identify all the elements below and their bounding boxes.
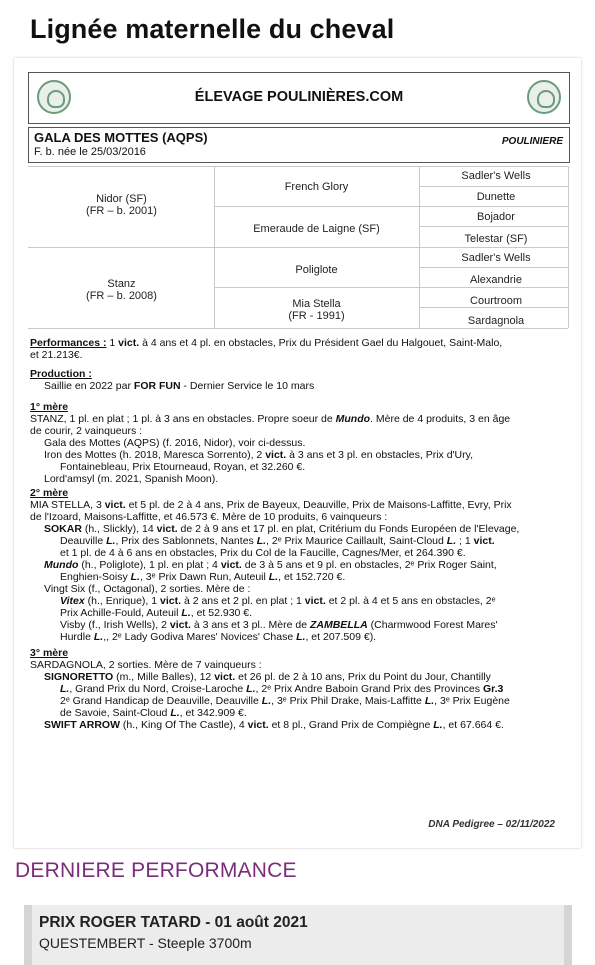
performances-line: et 21.213€. (30, 349, 83, 361)
race-card[interactable] (24, 905, 572, 965)
pedigree-divider (419, 267, 568, 268)
race-subtitle: QUESTEMBERT - Steeple 3700m (39, 935, 252, 951)
text: vict. (156, 523, 178, 535)
pedigree-g3: Sardagnola (467, 315, 525, 327)
pedigree-dam (34, 278, 209, 302)
pedigree-sire-dam: Emeraude de Laigne (SF) (253, 223, 380, 235)
text: L. (268, 571, 279, 583)
sire-name: Nidor (SF) (96, 193, 147, 205)
text: 2ᵉ Grand Handicap de Deauville, Deauville (60, 695, 262, 707)
text: Gr.3 (482, 683, 504, 695)
text: vict. (104, 499, 126, 511)
text: (h., Slickly), 14 (81, 523, 157, 535)
pedigree-divider (214, 166, 215, 328)
mere2-line (60, 536, 495, 548)
text: , 2ᵉ Prix Maurice Caillault, Saint-Cloud (266, 535, 447, 547)
horse-header (28, 127, 570, 163)
text: à 3 ans et 3 pl.. Mère de (190, 619, 310, 631)
text: ZAMBELLA (309, 619, 368, 631)
text: Saillie en 2022 par (44, 380, 134, 392)
mere2-line (60, 572, 345, 584)
text: SOKAR (44, 523, 82, 535)
text: L. (130, 571, 140, 583)
text: Mundo (335, 413, 371, 425)
mere2-line (44, 560, 497, 572)
mere2-line (60, 632, 376, 644)
pedigree-divider (28, 328, 568, 329)
production-line (44, 381, 314, 393)
text: , et 207.509 €). (305, 631, 377, 643)
text: FOR FUN (133, 380, 181, 392)
text: MIA STELLA, 3 (30, 499, 105, 511)
text: STANZ, 1 pl. en plat ; 1 pl. à 3 ans en obstacles. Propre soeur de (30, 413, 336, 425)
mere1-line: Gala des Mottes (AQPS) (f. 2016, Nidor), voir ci-dessus. (44, 437, 306, 449)
mere2-line: de l'Izoard, Maisons-Laffitte, et 46.573 €. Mère de 10 produits, 6 vainqueurs : (30, 511, 388, 523)
text: (h., Poliglote), 1 pl. en plat ; 4 (78, 559, 221, 571)
pedigree-g3: Telestar (SF) (464, 233, 528, 245)
mere3-line (60, 708, 247, 720)
dam-dam-info: (FR - 1991) (288, 310, 345, 322)
pedigree-sire (34, 193, 209, 217)
pedigree-divider (28, 166, 568, 167)
mere2-line: Vingt Six (f., Octagonal), 2 sorties. Mère de : (44, 583, 251, 595)
text: - Dernier Service le 10 mars (180, 380, 315, 392)
text: de 3 à 5 ans et 9 pl. en obstacles, 2ᵉ Prix Roger Saint, (241, 559, 497, 571)
pedigree-g3: Bojador (477, 211, 515, 223)
text: Enghien-Soisy (60, 571, 131, 583)
banner-title: ÉLEVAGE POULINIÈRES.COM (194, 89, 404, 105)
text: , 3ᵉ Prix Phil Drake, Mais-Laffitte (271, 695, 425, 707)
text: ; 1 (456, 535, 474, 547)
horse-role: POULINIERE (501, 136, 563, 147)
dam-info: (FR – b. 2008) (86, 290, 157, 302)
text: L. (170, 707, 180, 719)
text: . Mère de 4 produits, 3 en âge (370, 413, 511, 425)
production-label (30, 369, 92, 381)
pedigree-dam-dam (219, 298, 414, 322)
text: , 3ᵉ Prix Dawn Run, Auteuil (139, 571, 269, 583)
mere2-label (30, 488, 68, 500)
sire-info: (FR – b. 2001) (86, 205, 157, 217)
mere2-line (44, 524, 519, 536)
text: L. (106, 535, 116, 547)
pedigree-sheet (14, 58, 581, 848)
text: L. (296, 631, 306, 643)
horse-birth: F. b. née le 25/03/2016 (34, 146, 146, 158)
pedigree-g3: Alexandrie (470, 274, 522, 286)
pedigree-g3: Sadler's Wells (461, 170, 531, 182)
mere3-line (60, 696, 510, 708)
mere3-line (44, 720, 504, 732)
text: vict. (304, 595, 326, 607)
text: Production : (30, 368, 92, 380)
text: 3° mère (30, 647, 69, 659)
mere3-line: SARDAGNOLA, 2 sorties. Mère de 7 vainqueurs : (30, 659, 262, 671)
text: (Charmwood Forest Mares' (367, 619, 498, 631)
text: et 2 pl. à 4 et 5 ans en obstacles, 2ᵉ (325, 595, 496, 607)
text: , 2ᵉ Prix Andre Baboin Grand Prix des Provinces (255, 683, 483, 695)
pedigree-dam-sire: Poliglote (295, 264, 338, 276)
mere1-label (30, 402, 68, 414)
dam-name: Stanz (107, 278, 136, 290)
text: vict. (160, 595, 182, 607)
text: L. (60, 683, 70, 695)
text: (h., Enrique), 1 (84, 595, 161, 607)
text: , et 67.664 €. (442, 719, 504, 731)
banner (28, 72, 570, 124)
text: L. (93, 631, 104, 643)
text: L. (424, 695, 435, 707)
performances-label: Performances : (30, 337, 107, 349)
text: , 3ᵉ Prix Eugène (434, 695, 510, 707)
text: L. (261, 695, 272, 707)
text: Prix Achille-Fould, Auteuil (60, 607, 182, 619)
text: vict. (220, 559, 242, 571)
text: de 2 à 9 ans et 17 pl. en plat, Critérium du Fonds Européen de l'Elevage, (177, 523, 520, 535)
text: SWIFT ARROW (44, 719, 121, 731)
mere2-line (30, 500, 512, 512)
mere3-label (30, 648, 68, 660)
text: vict. (265, 449, 287, 461)
text: à 3 ans et 3 pl. en obstacles, Prix d'Ury, (286, 449, 474, 461)
mere3-line (60, 684, 503, 696)
text: ,, 2ᵉ Lady Godiva Mares' Novices' Chase (103, 631, 297, 643)
mere2-line (60, 608, 252, 620)
mere3-line (44, 672, 491, 684)
mere1-line (30, 414, 510, 426)
page-title: Lignée maternelle du cheval (30, 14, 395, 44)
section-title: DERNIERE PERFORMANCE (15, 859, 297, 882)
pedigree-divider (214, 206, 568, 207)
mere2-line: et 1 pl. de 4 à 6 ans en obstacles, Prix du Col de la Faucille, Cagnes/Mer, et 264.390 €. (60, 547, 466, 559)
text: SIGNORETTO (44, 671, 114, 683)
text: vict. (118, 337, 140, 349)
text: , et 52.930 €. (190, 607, 253, 619)
mere2-line (60, 596, 495, 608)
text: vict. (169, 619, 191, 631)
text: à 4 ans et 4 pl. en obstacles, Prix du Président Gael du Halgouet, Saint-Malo, (139, 337, 503, 349)
text: L. (246, 683, 256, 695)
text: Iron des Mottes (h. 2018, Maresca Sorrento), 2 (44, 449, 266, 461)
text: (h., King Of The Castle), 4 (120, 719, 248, 731)
pedigree-divider (419, 186, 568, 187)
pedigree-g3: Courtroom (470, 295, 522, 307)
text: L. (446, 535, 457, 547)
pedigree-divider (28, 247, 568, 248)
pedigree-g3: Dunette (476, 191, 516, 203)
pedigree-divider (419, 166, 420, 328)
pedigree-g3: Sadler's Wells (461, 252, 531, 264)
text: , Grand Prix du Nord, Croise-Laroche (69, 683, 247, 695)
text: et 5 pl. de 2 à 4 ans, Prix de Bayeux, Deauville, Prix de Maisons-Laffitte, Evry, Prix (125, 499, 512, 511)
text: 2° mère (30, 487, 69, 499)
text: à 2 ans et 2 pl. en plat ; 1 (181, 595, 305, 607)
text: , et 342.909 €. (179, 707, 247, 719)
text: Hurdle (60, 631, 94, 643)
pedigree-sire-sire: French Glory (284, 181, 349, 193)
race-card-body (32, 905, 564, 965)
pedigree-divider (419, 226, 568, 227)
text: 1° mère (30, 401, 69, 413)
text: , Prix des Sablonnets, Nantes (115, 535, 257, 547)
pedigree-divider (419, 307, 568, 308)
text: L. (256, 535, 267, 547)
text: , et 152.720 €. (278, 571, 346, 583)
source-credit: DNA Pedigree – 02/11/2022 (428, 819, 555, 830)
text: et 26 pl. de 2 à 10 ans, Prix du Point du Jour, Chantilly (235, 671, 491, 683)
text: (m., Mille Balles), 12 (113, 671, 215, 683)
text: Visby (f., Irish Wells), 2 (60, 619, 170, 631)
mere1-line: Lord'amsyl (m. 2021, Spanish Moon). (44, 473, 219, 485)
text: L. (181, 607, 191, 619)
pedigree-divider (568, 166, 569, 328)
horse-name: GALA DES MOTTES (AQPS) (34, 130, 208, 145)
mere1-line: Fontainebleau, Prix Etourneaud, Royan, et 32.260 €. (60, 461, 306, 473)
text: de Savoie, Saint-Cloud (60, 707, 171, 719)
text: vict. (473, 535, 495, 547)
mere2-line (60, 620, 498, 632)
pedigree-divider (214, 287, 568, 288)
horseshoe-logo-icon (527, 80, 561, 114)
text: vict. (214, 671, 236, 683)
text: et 8 pl., Grand Prix de Compiègne (268, 719, 434, 731)
text: Vitex (60, 595, 85, 607)
dam-dam-name: Mia Stella (292, 298, 341, 310)
text: L. (433, 719, 443, 731)
mere1-line (44, 450, 473, 462)
race-title: PRIX ROGER TATARD - 01 août 2021 (39, 914, 308, 931)
text: Deauville (60, 535, 107, 547)
mere1-line: de courir, 2 vainqueurs : (30, 425, 143, 437)
text: 1 (106, 337, 119, 349)
performances-line (30, 338, 502, 350)
text: vict. (247, 719, 269, 731)
text: Mundo (44, 559, 79, 571)
